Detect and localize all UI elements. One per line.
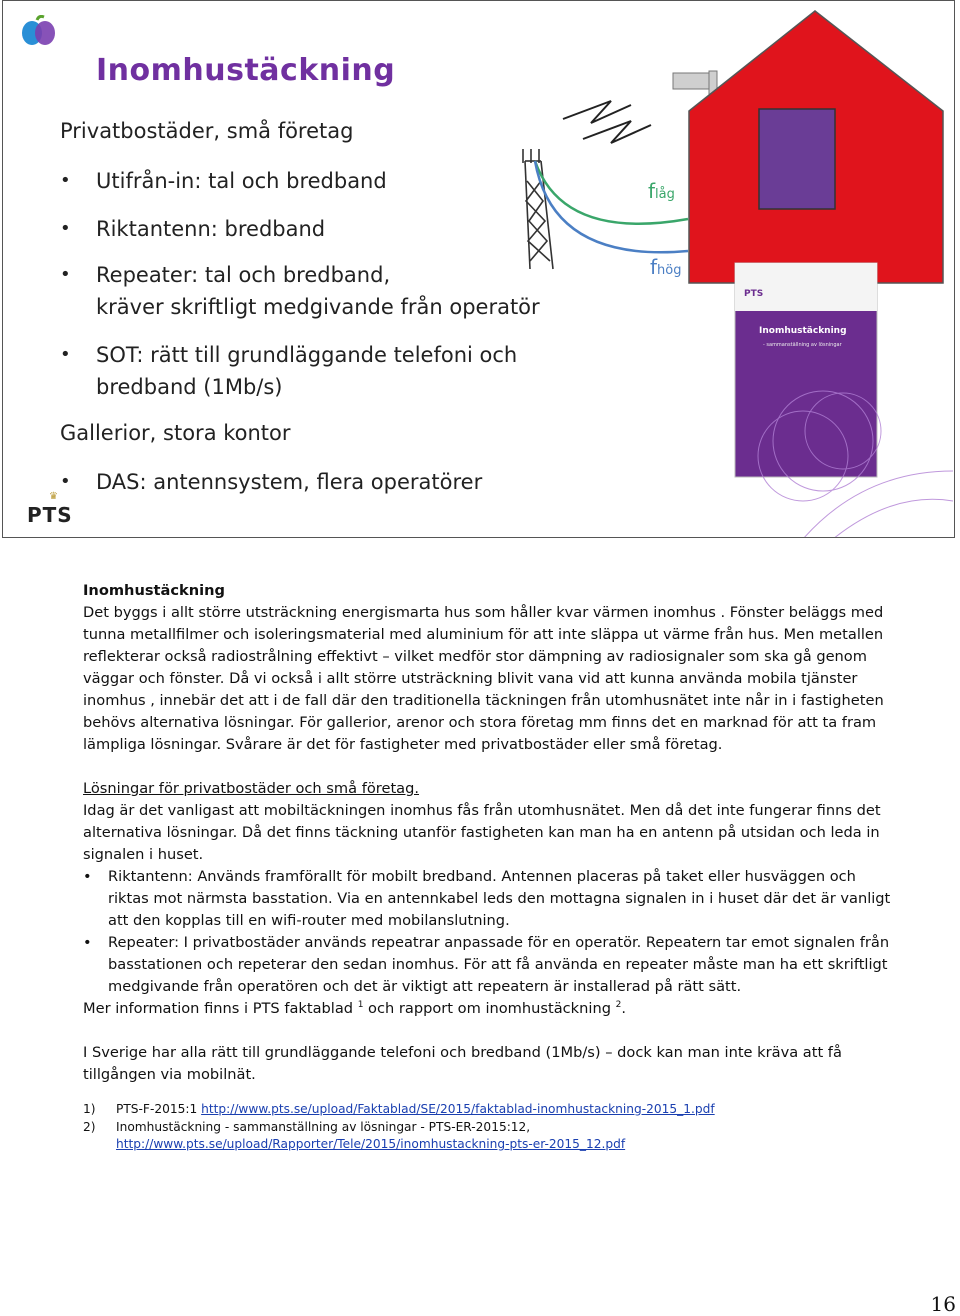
- signal-bolt-icon: [583, 121, 651, 143]
- reference-link[interactable]: http://www.pts.se/upload/Faktablad/SE/2015/faktablad-inomhustackning-2015_1.pdf: [201, 1102, 715, 1116]
- paragraph-sot: I Sverige har alla rätt till grundläggande telefoni och bredband (1Mb/s) – dock kan man inte kräva att få tillgången via mobilnät.: [83, 1044, 842, 1083]
- more-info-line: Mer information finns i PTS faktablad $^1$ och rapport om inomhustäckning $^2$.: [83, 1000, 626, 1017]
- paragraph-solutions: Idag är det vanligast att mobiltäckningen inomhus fås från utomhusnätet. Men då det inte fungerar finns det alternativa lösningar. Då det finns täckning utanför fastigheten kan man ha en antenn på utsidan och leda in signalen i huset.: [83, 802, 881, 863]
- crown-icon: ♛: [49, 491, 59, 502]
- sub-heading: Lösningar för privatbostäder och små företag.: [83, 780, 420, 797]
- report-brand: PTS: [744, 289, 764, 299]
- references: [83, 1101, 883, 1154]
- page-number: 16: [930, 1292, 956, 1316]
- reference-item: 2) Inomhustäckning - sammanställning av lösningar - PTS-ER-2015:12, http://www.pts.se/upload/Rapporter/Tele/2015/inomhustackning-pts-er-2015_12.pdf: [83, 1119, 626, 1151]
- report-title: Inomhustäckning: [759, 326, 847, 336]
- directional-antenna-icon: [673, 73, 709, 89]
- section-heading-private: Privatbostäder, små företag: [60, 119, 354, 143]
- notes-body: [83, 580, 893, 1086]
- paragraph-intro: Det byggs i allt större utsträckning energismarta hus som håller kvar värmen inomhus . Fönster beläggs med tunna metallfilmer och isoleringsmaterial med aluminium för att inte släppa ut värme från hus. Men metallen reflekterar också radiostrålning effektivt – vilket medför stor dämpning av radiosignaler som ska gå genom väggar och fönster. Då vi också i allt större utsträckning blivit vana vid att kunna använda mobila tjänster inomhus , innebär det att i de fall där den traditionella täckningen från utomhusnätet inte når in i fastigheten behövs alternativa lösningar. För gallerior, arenor och stora företag mm finns det en marknad för att ta fram lämpliga lösningar. Svårare är det för fastigheter med privatbostäder eller små företag.: [83, 604, 884, 753]
- freq-high-label: fhög: [650, 255, 682, 279]
- pts-leaf-logo-icon: [17, 15, 61, 47]
- house-window: [759, 109, 835, 209]
- freq-low-label: flåg: [648, 179, 675, 203]
- reference-link[interactable]: http://www.pts.se/upload/Rapporter/Tele/2015/inomhustackning-pts-er-2015_12.pdf: [116, 1137, 626, 1151]
- coverage-illustration: [503, 1, 955, 538]
- reference-item: 1) PTS-F-2015:1 http://www.pts.se/upload/Faktablad/SE/2015/faktablad-inomhustackning-2015_1.pdf: [83, 1102, 715, 1116]
- slide: Inomhustäckning Privatbostäder, små företag • Utifrån-in: tal och bredband • Riktantenn: bredband • Repeater: tal och bredband, kräver skriftligt medgivande från operatör • SOT: rätt till grundläggande telefoni och bredband (1Mb/s) Gallerior, stora kontor • DAS: antennsystem, flera operatörer ♛ PTS PTS Inomhustäckning - sammanställning av lösningar flåg fhög: [2, 0, 955, 538]
- list-item: • Riktantenn: Används framförallt för mobilt bredband. Antennen placeras på taket eller husväggen och riktas mot närmsta basstation. Via en antennkabel leds den mottagna signalen in i huset där det är vanligt att den kopplas till en wifi-router med mobilanslutning.: [83, 868, 891, 929]
- section-heading-malls: Gallerior, stora kontor: [60, 421, 291, 445]
- slide-title: Inomhustäckning: [96, 53, 396, 88]
- solution-list: [83, 866, 893, 998]
- signal-bolt-icon: [563, 101, 631, 123]
- pts-logo: ♛ PTS: [27, 491, 73, 527]
- wave-high-line: [535, 161, 688, 252]
- notes-heading: Inomhustäckning: [83, 582, 225, 599]
- report-subtitle: - sammanställning av lösningar: [763, 342, 842, 348]
- list-item: • Repeater: I privatbostäder används repeatrar anpassade för en operatör. Repeatern tar emot signalen från basstationen och repeterar den sedan inomhus. För att få använda en repeater måste man ha ett skriftligt medgivande från operatören och det är viktigt att repeatern är installerad på rätt sätt.: [83, 934, 890, 995]
